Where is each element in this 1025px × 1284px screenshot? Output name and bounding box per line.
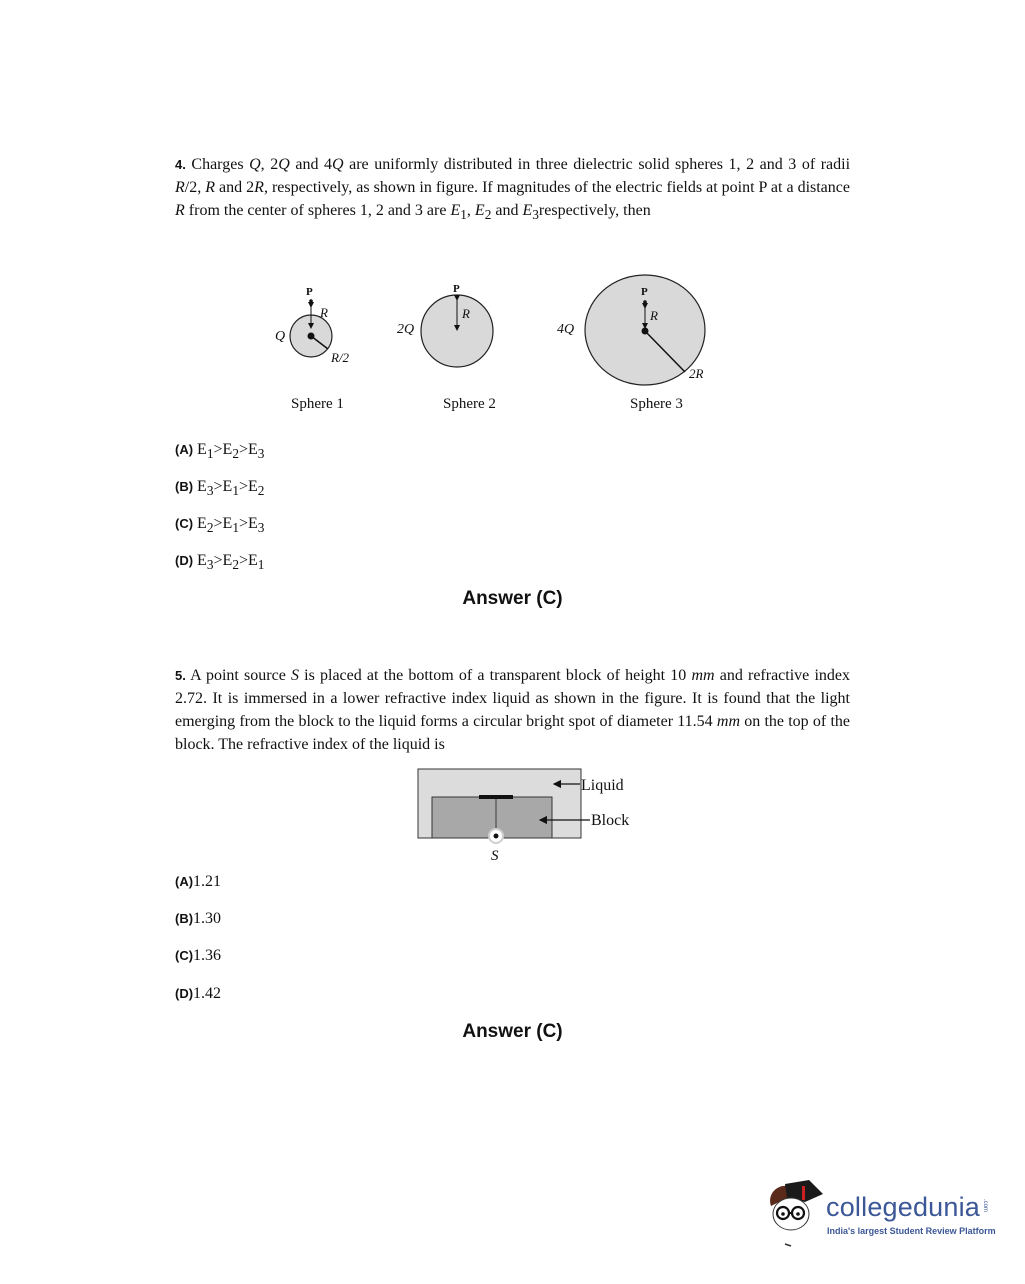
brand-name: collegedunia	[826, 1192, 981, 1222]
brand-tagline: India's largest Student Review Platform	[827, 1226, 996, 1236]
q4-option-d[interactable]: (D) $E_3>E_2>E_1$	[175, 552, 265, 573]
svg-text:R: R	[650, 308, 658, 323]
sphere-3	[557, 275, 705, 412]
q4-option-a[interactable]: (A) $E_1>E_2>E_3$	[175, 441, 265, 462]
bright-spot	[479, 795, 513, 799]
question-4-number: 4.	[175, 157, 186, 172]
svg-text:P: P	[306, 286, 313, 298]
block-figure	[400, 760, 660, 870]
svg-text:2R: 2R	[689, 366, 704, 381]
question-5-text: 5. A point source S is placed at the bottom of a transparent block of height 10 mm and refractive index 2.72. It is immersed in a lower refractive index liquid as shown in the figure. It is found that the light emerging from the block to the liquid forms a circular bright spot of diameter 11.54 mm on the top of the block. The refractive index of the liquid is	[175, 667, 851, 753]
svg-text:P: P	[453, 283, 460, 295]
svg-text:Sphere 3: Sphere 3	[630, 396, 683, 412]
q5-option-d[interactable]: (D)1.42	[175, 985, 222, 1002]
svg-text:R/2: R/2	[331, 350, 350, 365]
svg-text:P: P	[641, 286, 648, 298]
question-5-number: 5.	[175, 668, 186, 683]
spheres-figure	[0, 0, 1025, 430]
svg-text:Liquid: Liquid	[581, 777, 624, 794]
q4-option-b[interactable]: (B) $E_3>E_1>E_2$	[175, 478, 265, 499]
svg-text:R: R	[462, 306, 470, 321]
q4-option-c[interactable]: (C) $E_2>E_1>E_3$	[175, 515, 265, 536]
q5-option-b[interactable]: (B)1.30	[175, 910, 222, 927]
sphere-1	[275, 286, 350, 412]
q5-answer: Answer (C)	[462, 1021, 563, 1042]
svg-text:Q: Q	[275, 329, 286, 344]
q5-option-c[interactable]: (C)1.36	[175, 947, 222, 964]
svg-text:Sphere 1: Sphere 1	[291, 396, 344, 412]
q5-option-a[interactable]: (A)1.21	[175, 873, 222, 890]
svg-text:4Q: 4Q	[557, 322, 575, 337]
brand-suffix: .com	[982, 1199, 988, 1213]
question-4-text: 4. Charges Q, 2Q and 4Q are uniformly distributed in three dielectric solid spheres 1, 2 and 3 of radii R/2, R and 2R, respectively, as shown in figure. If magnitudes of the electric fields at point P at a distance R from the center of spheres 1, 2 and 3 are $E_1$, $E_2$ and $E_3respectively$, then	[175, 156, 851, 223]
q4-answer: Answer (C)	[462, 588, 563, 609]
svg-text:Sphere 2: Sphere 2	[443, 396, 496, 412]
svg-text:Block: Block	[591, 812, 630, 829]
svg-text:S: S	[491, 848, 499, 864]
collegedunia-mascot-icon	[765, 1176, 825, 1248]
svg-text:R: R	[320, 305, 328, 320]
sphere-2	[397, 283, 496, 412]
svg-text:2Q: 2Q	[397, 322, 415, 337]
